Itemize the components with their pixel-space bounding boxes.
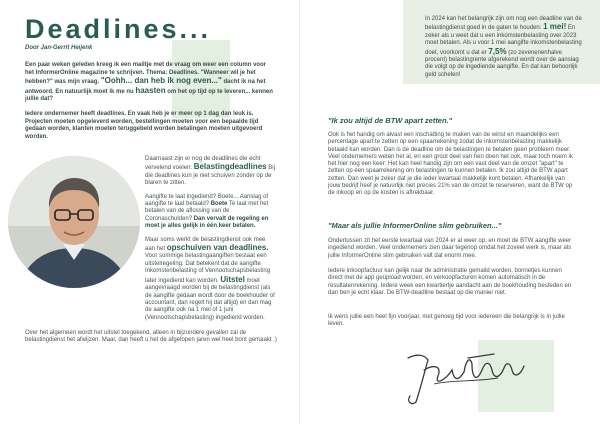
intro-paragraph-1: Een paar weken geleden kreeg ik een mailtje met de vraag om weer een column voor het InformerOnline magazine te schrijven. Thema: Deadlines. "Wanneer wil je het hebben?" was mijn vraag. "Oohh... dan heb ik nog even..." dacht ik na het antwoord. En natuurlijk moet ik me nu haasten om het op tijd op te leveren... kennen jullie dat?: [25, 62, 273, 103]
page-title: Deadlines...: [25, 14, 212, 44]
body-paragraph-1: Ook is het handig om alvast een inschatting te maken van de winst en maandelijks een percentage apart te zetten op een spaarrekening zodat de inkomstenbelasting makkelijk betaald kan worden. Dan is de deadline om de belastingen te betalen geen probleem meer. Veel ondernemers weten het al, en een groot deel van hen doen het ook, maar toch noem ik het hier nog een keer: Het kan heel handig zijn om een vast deel van de omzet "apart" te zetten op een spaarrekening om belastingen te kunnen betalen. Ik zou altijd de BTW apart zetten. Dan weet je zeker dat je die ieder kwartaal makkelijk kunt betalen. Afhankelijk van jouw bedrijf heef je natuurlijk niet precies 21% van de omzet te reserveren, want de BTW op de inkoop en op de kosten is aftrekbaar.: [328, 132, 573, 197]
intro-paragraph-2: Iedere ondernemer heeft deadlines. En vaak heb je er meer op 1 dag dan leuk is. Projecten moeten opgeleverd worden, bestellingen moeten voor een bepaalde tijd gedaan worden, klanten moeten teruggebeld worden betalingen moeten uitgevoerd worden.: [25, 111, 263, 140]
author-portrait: [8, 156, 140, 288]
signature-icon: [394, 340, 544, 410]
pull-quote-2: "Maar als jullie InformerOnline slim gebruiken...": [328, 221, 502, 230]
column-paragraph-3: Maar soms werkt de belastingdienst ook mee aan het opschuiven van deadlines. Voor sommige belastingaangiften bestaat een uitstelregeling. Dat betekent dat de aangifte Inkomstenbelasting of Vennootschapsbelasting later ingediend kan worden. Uitstel moet aangevraagd worden bij de belastingdienst (als de aangifte gedaan wordt door de boekhouder of accountant, dan regelt hij dat altijd) en dan mag de aangifte ook na 1 mei of 1 juni (Vennootschapsbelasting) ingediend worden.: [145, 236, 275, 321]
closing-paragraph: Over het algemeen wordt het uitstel toegekend, alleen in bijzondere gevallen zal de belastingdienst het afwijzen. Maar, dan heeft u het de afgelopen jaren wel heel bont gemaakt :): [25, 330, 277, 344]
body-paragraph-4: Ik wens jullie een heel fijn voorjaar, met genoeg tijd voor iedereen die belangrijk is in jullie leven.: [328, 314, 565, 328]
body-paragraph-3: Iedere inkoopfactuur kan gelijk naar de administratie gemaild worden, bonnetjes kunnen direct met de app geüpload worden, en verkoopfacturen komen automatisch in de resultatenrekening. Iedere week een kwartiertje aandacht aan de boekhouding besteden en dan ben je echt klaar. De BTW-deadline bestaat op die manier niet.: [328, 268, 572, 296]
column-paragraph-1: Daarnaast zijn er nog de deadlines die echt vervelend voelen: Belastingdeadlines Bij die deadlines kun je niet schuiven zonder op de blaren te zitten.: [145, 156, 275, 187]
portrait-illustration: [8, 156, 140, 288]
text-column: [145, 156, 275, 328]
body-paragraph-2: Ondertussen zit het eerste kwartaal van 2024 er al weer op, en moet de BTW aangifte weer ingediend worden. Veel ondernemers zien daar tegenop omdat het zoveel werk is, maar als jullie InformerOnline slim gebruiken valt dat enorm mee.: [328, 238, 572, 259]
intro-box: In 2024 kan het belangrijk zijn om nog een deadline van de belastingdienst goed in de gaten te houden: 1 mei! En zeker als u weet dat u een inkomstenbelasting over 2023 moet betalen. Als u voor 1 mei aangifte inkomstenbelasting doet, voorkomt u dat er 7,5% (zo zevenenenhalve procent) belastingrente afgerekend wordt over de aanslag die volgt op de ingediende aangifte. En dat kan behoorlijk geld schelen!: [425, 16, 582, 78]
pull-quote-1: "Ik zou altijd de BTW apart zetten.": [328, 116, 453, 125]
column-paragraph-2: Aangifte te laat ingediend? Boete... Aanslag of aangifte te laat betaald? Boete Te laat met het betalen van de aflossing van de Coronaschulden? Dan vervalt de regeling en moet je alles gelijk in één keer betalen.: [145, 193, 269, 230]
byline: Door Jan-Gerrit Heijenk: [25, 45, 93, 51]
